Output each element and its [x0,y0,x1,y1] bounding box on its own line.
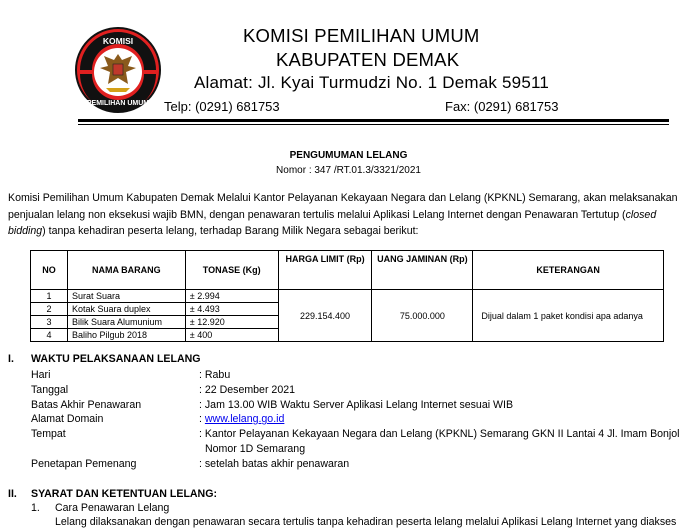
intro-italic-1: closed [625,208,657,221]
cell-deposit: 75.000.000 [372,290,473,342]
cell-no: 2 [31,303,68,316]
intro-paragraph [8,190,690,240]
value-place: : Kantor Pelayanan Kekayaan Negara dan Lelang (KPKNL) Semarang GKN II Lantai 4 Jl. Imam Bonjol [199,428,680,440]
announcement-number: Nomor : 347 /RT.01.3/3321/2021 [276,165,421,176]
org-name: KOMISI PEMILIHAN UMUM [243,25,480,46]
label-date: Tanggal [31,384,69,396]
label-place: Tempat [31,428,66,440]
letterhead-rule-thin [78,124,669,125]
cell-tonnage: ± 400 [185,329,278,342]
cell-tonnage: ± 12.920 [185,316,278,329]
col-deposit: UANG JAMINAN (Rp) [372,251,473,290]
org-address: Alamat: Jl. Kyai Turmudzi No. 1 Demak 59511 [194,73,550,92]
section2-title: SYARAT DAN KETENTUAN LELANG: [31,488,217,500]
value-place-cont: Nomor 1D Semarang [205,443,306,455]
label-domain: Alamat Domain [31,413,104,425]
cell-no: 3 [31,316,68,329]
section1-title: WAKTU PELAKSANAAN LELANG [31,353,201,365]
domain-prefix: : [199,413,205,425]
section2-item1-title: Cara Penawaran Lelang [55,502,170,514]
label-day: Hari [31,369,51,381]
value-winner: : setelah batas akhir penawaran [199,458,350,470]
col-no: NO [31,251,68,290]
cell-name: Surat Suara [67,290,185,303]
col-price-limit: HARGA LIMIT (Rp) [278,251,372,290]
value-day: : Rabu [199,369,231,381]
announcement-title: PENGUMUMAN LELANG [289,150,408,161]
section1-number: I. [8,353,14,365]
value-date: : 22 Desember 2021 [199,384,295,396]
cell-tonnage: ± 4.493 [185,303,278,316]
table-header-row [31,251,664,290]
cell-no: 1 [31,290,68,303]
value-domain [199,413,284,425]
cell-name: Kotak Suara duplex [67,303,185,316]
kpu-logo [74,26,162,114]
org-phone: Telp: (0291) 681753 [164,99,280,114]
intro-text-1: Komisi Pemilihan Umum Kabupaten Demak Melalui Kantor Pelayanan Kekayaan Negara dan Lelang (KPKNL) Semarang, akan melaksanakan [8,192,678,204]
col-remarks: KETERANGAN [473,251,664,290]
letterhead-rule [78,119,669,122]
cell-price-limit: 229.154.400 [278,290,372,342]
col-name: NAMA BARANG [67,251,185,290]
intro-text-2: penjualan lelang non eksekusi wajib BMN, dengan penawaran tertulis melalui Aplikasi Lelang Internet dengan Penawaran Tertutup ( [8,208,626,221]
lots-table [30,250,664,342]
cell-name: Baliho Pilgub 2018 [67,329,185,342]
org-subname: KABUPATEN DEMAK [276,49,460,70]
cell-name: Bilik Suara Alumunium [67,316,185,329]
section2-item1-text: Lelang dilaksanakan dengan penawaran secara tertulis tanpa kehadiran peserta lelang melalui Aplikasi Lelang Internet yang diakses [55,516,677,528]
section2-number: II. [8,488,17,500]
org-fax: Fax: (0291) 681753 [445,99,559,114]
value-deadline: : Jam 13.00 WIB Waktu Server Aplikasi Lelang Internet sesuai WIB [199,399,514,411]
cell-no: 4 [31,329,68,342]
cell-tonnage: ± 2.994 [185,290,278,303]
col-tonnage: TONASE (Kg) [185,251,278,290]
intro-text-3: ) tanpa kehadiran peserta lelang, terhadap Barang Milik Negara sebagai berikut: [42,225,419,237]
table-row [31,290,664,303]
domain-link[interactable]: www.lelang.go.id [204,413,285,425]
label-winner: Penetapan Pemenang [31,458,137,470]
cell-remarks: Dijual dalam 1 paket kondisi apa adanya [473,290,664,342]
logo-text-top: KOMISI [102,36,134,46]
logo-text-bottom: PEMILIHAN UMUM [86,100,150,107]
section2-item1-number: 1. [31,502,40,514]
intro-italic-2: bidding [8,225,43,237]
label-deadline: Batas Akhir Penawaran [31,399,142,411]
